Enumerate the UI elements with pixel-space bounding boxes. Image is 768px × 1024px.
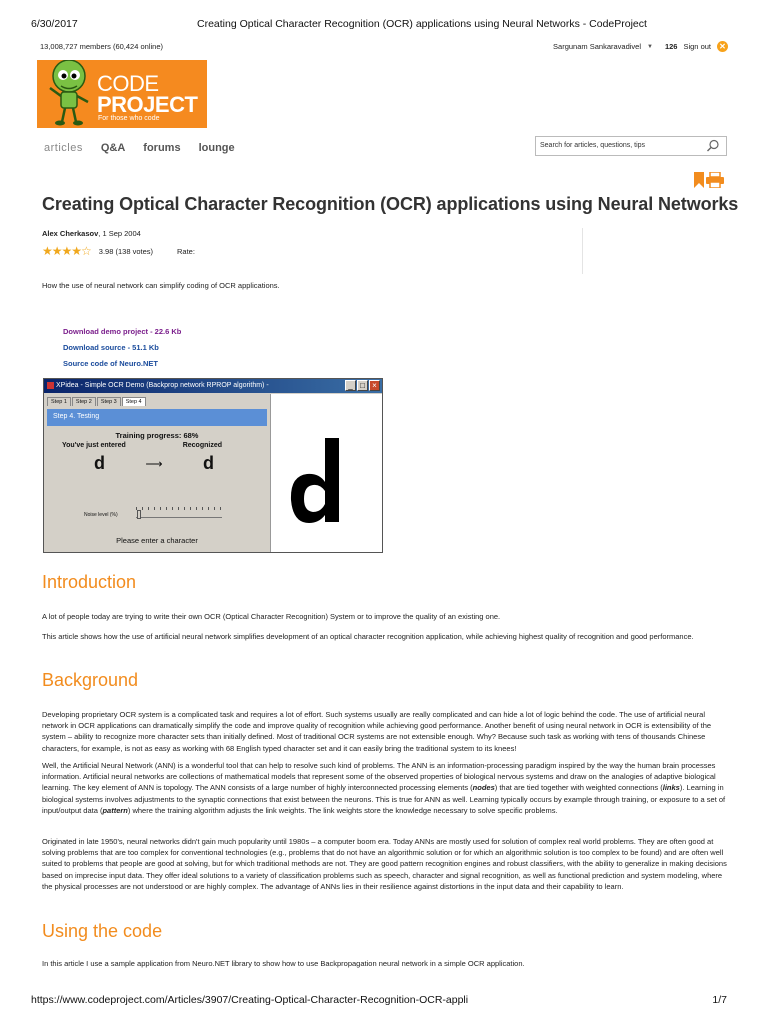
rating-bar	[42, 244, 195, 258]
byline	[42, 229, 141, 238]
recognized-label: Recognized	[182, 442, 222, 449]
author-link[interactable]: Alex Cherkasov	[42, 229, 99, 238]
paragraph: Originated in late 1950's, neural networks didn't gain much popularity until 1980s – a computer boom era. Today ANNs are mostly used for solution of complex real world problems. They are often good at solving problems that are too complex for conventional technologies (e.g., problems that do not have an algorithmic solution or for which an algorithmic solution is too complex to be found) and are often well suited to problems that people are good at solving, but for which traditional methods are not. They are good pattern recognition engines and robust classifiers, with the ability to generalize in making decisions based on imprecise input data. They offer ideal solutions to a variety of classification problems such as speech, character and signal recognition, as well as functional prediction and system modeling, where the physical processes are not understood or are highly complex. The advantage of ANNs lies in their resilience against distortions in the input data and their capability to learn.	[42, 837, 727, 891]
paragraph: This article shows how the use of artificial neural network simplifies development of an optical character recognition application, while achieving highest quality of recognition and good performance.	[42, 632, 694, 641]
signout-link[interactable]: Sign out	[683, 42, 711, 51]
neuro-net-source-link[interactable]: Source code of Neuro.NET	[63, 359, 159, 368]
emphasis-links: links	[662, 783, 680, 793]
search-icon[interactable]	[706, 139, 720, 153]
section-heading-introduction: Introduction	[42, 572, 137, 592]
tab-step-3: Step 3	[97, 397, 121, 406]
close-icon: ×	[369, 380, 380, 391]
section-heading-background: Background	[42, 670, 139, 690]
reputation-points: 126	[664, 42, 678, 51]
enter-prompt: Please enter a character	[116, 536, 198, 545]
demo-app-screenshot	[43, 378, 383, 553]
paragraph: In this article I use a sample application from Neuro.NET library to show how to use Backpropagation neural network in a simple OCR application.	[42, 959, 525, 968]
main-nav	[44, 142, 235, 154]
window-buttons	[345, 380, 380, 391]
tab-step-2: Step 2	[72, 397, 96, 406]
rating-value: 3.98 (138 votes)	[98, 246, 153, 256]
article-title: Creating Optical Character Recognition (OCR) applications using Neural Networks	[42, 194, 739, 214]
step-title: Step 4. Testing	[47, 409, 267, 426]
search-input[interactable]	[535, 136, 727, 156]
user-bar	[553, 41, 728, 52]
bookmark-icon[interactable]	[694, 172, 704, 188]
text-span: ). Learning in biological systems involves adjustments to the synaptic connections that exist between the neurons. This is true for ANN as well. Learning typically occurs by example through training, or exposure to a set of input/output data (	[42, 783, 726, 815]
result-chars	[44, 449, 270, 474]
nav-articles[interactable]: articles	[44, 142, 83, 154]
training-progress: Training progress: 68%	[115, 431, 199, 440]
rate-label[interactable]: Rate:	[177, 246, 195, 256]
logo-tagline: For those who code	[98, 115, 160, 122]
noise-slider	[136, 515, 222, 518]
window-titlebar	[44, 379, 382, 393]
arrow-right-icon: ⟶	[145, 456, 163, 471]
download-source-link[interactable]: Download source - 51.1 Kb	[63, 343, 159, 352]
slider-thumb	[137, 510, 141, 519]
step-tabs	[44, 394, 270, 406]
paragraph	[42, 760, 728, 816]
bob-mascot-icon	[41, 60, 97, 128]
divider	[582, 228, 583, 274]
noise-label: Noise level (%)	[84, 512, 118, 518]
recognized-char: d	[202, 453, 214, 473]
result-labels	[44, 440, 270, 449]
nav-forums[interactable]: forums	[143, 142, 181, 154]
article-summary: How the use of neural network can simplify coding of OCR applications.	[42, 281, 280, 290]
paragraph: Developing proprietary OCR system is a complicated task and requires a lot of effort. Such systems usually are really complicated and can hide a lot of logic behind the code. The use of artificial neural network in OCR applications can dramatically simplify the code and improve quality of recognition while achieving good performance. Another benefit of using neural network in OCR is extensibility of the system – ability to recognize more character sets than initially defined. Most of traditional OCR systems are not extensible enough. Why? Because such task as working with tens of thousands Chinese characters, for example, is not as easy as working with 68 English typed character set and it can easily bring the traditional system to its knees!	[42, 710, 712, 753]
entered-char: d	[94, 453, 105, 473]
maximize-icon: □	[357, 380, 368, 391]
slider-ticks	[136, 507, 222, 510]
text-span: ) where the training algorithm adjusts the link weights. The link weights store the knowledge necessary to solve specific problems.	[127, 805, 558, 815]
tab-step-1: Step 1	[47, 397, 71, 406]
app-icon	[47, 382, 54, 389]
member-count: 13,008,727 members (60,424 online)	[40, 42, 163, 51]
page-url: https://www.codeproject.com/Articles/3907/Creating-Optical-Character-Recognition-OCR-appli	[31, 994, 469, 1006]
codeproject-logo[interactable]	[37, 60, 207, 128]
pixelated-d-glyph	[271, 394, 383, 552]
print-date: 6/30/2017	[31, 18, 78, 30]
tab-step-4: Step 4	[122, 397, 146, 406]
username-link[interactable]: Sargunam Sankaravadivel	[553, 42, 641, 51]
nav-lounge[interactable]: lounge	[198, 142, 235, 154]
entered-label: You've just entered	[62, 442, 126, 449]
signout-icon[interactable]: ✕	[717, 41, 728, 52]
paragraph: A lot of people today are trying to write their own OCR (Optical Character Recognition) System or to improve the quality of an existing one.	[42, 612, 501, 621]
window-title: XPidea - Simple OCR Demo (Backprop network RPROP algorithm) -	[56, 382, 269, 389]
publish-date: , 1 Sep 2004	[98, 229, 141, 238]
chevron-down-icon[interactable]: ▼	[647, 43, 653, 50]
print-icon[interactable]	[706, 172, 724, 188]
emphasis-pattern: pattern	[102, 805, 128, 815]
search-placeholder: Search for articles, questions, tips	[540, 142, 646, 149]
emphasis-nodes: nodes	[472, 783, 495, 793]
text-span: Well, the Artificial Neural Network (ANN) is a wonderful tool that can help to resolve such kind of problems. The ANN is an information-processing paradigm inspired by the way the human brain processes information. Artificial neural networks are collections of mathematical models that represent some of the observed properties of biological nervous systems and draw on the analogies of adaptive biological learning. The key element of ANN is topology. The ANN consists of a large number of highly interconnected processing elements (	[42, 761, 716, 793]
logo-text-code: CODE	[97, 71, 159, 96]
drawing-canvas	[270, 394, 382, 552]
logo-text-project: PROJECT	[97, 92, 198, 117]
download-demo-link[interactable]: Download demo project - 22.6 Kb	[63, 327, 182, 336]
star-rating-icon: ★★★★☆	[42, 244, 91, 258]
minimize-icon: _	[345, 380, 356, 391]
page-number: 1/7	[712, 994, 727, 1006]
article-tools	[694, 172, 724, 188]
nav-qa[interactable]: Q&A	[100, 142, 126, 154]
print-title: Creating Optical Character Recognition (OCR) applications using Neural Networks - CodeProject	[197, 18, 647, 30]
wizard-panel	[44, 394, 270, 552]
section-heading-using-the-code: Using the code	[42, 921, 163, 941]
text-span: ) that are tied together with weighted connections (	[494, 783, 663, 793]
